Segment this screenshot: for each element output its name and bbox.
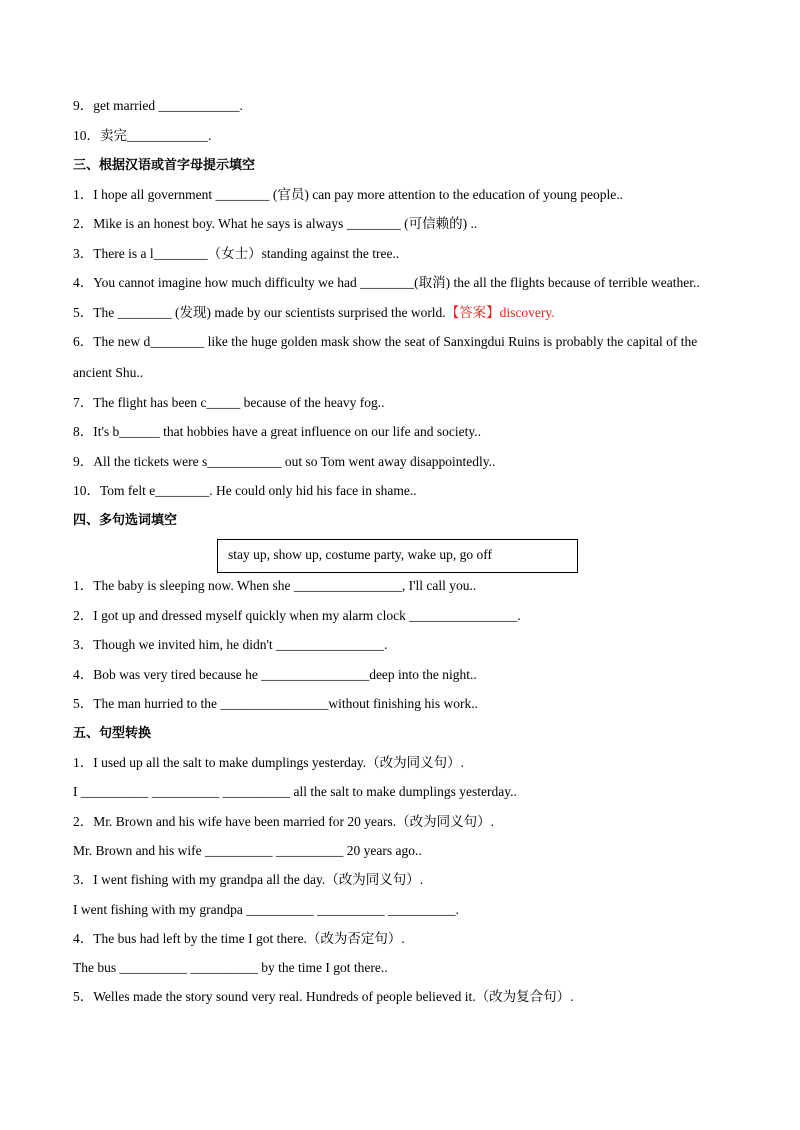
section-3-item-6: 6．The new d________ like the huge golden mask show the seat of Sanxingdui Ruins is probably the capital of the xyxy=(73,334,698,349)
section-3-item-10: 10．Tom felt e________. He could only hid his face in shame.. xyxy=(73,483,417,498)
section-5-item-4: 4．The bus had left by the time I got there.（改为否定句）. xyxy=(73,931,405,946)
section-4-item-4: 4．Bob was very tired because he ________________deep into the night.. xyxy=(73,667,477,682)
section-4-heading: 四、多句选词填空 xyxy=(73,513,178,528)
section-4-item-1: 1．The baby is sleeping now. When she ________________, I'll call you.. xyxy=(73,578,477,593)
section-3-item-2: 2．Mike is an honest boy. What he says is always ________ (可信赖的) .. xyxy=(73,216,478,231)
section-3-item-7: 7．The flight has been c_____ because of the heavy fog.. xyxy=(73,395,385,410)
section-5-item-4-answer: The bus __________ __________ by the time I got there.. xyxy=(73,960,388,975)
section-3-item-3: 3．There is a l________（女士）standing against the tree.. xyxy=(73,246,400,261)
section-3-item-9: 9．All the tickets were s___________ out so Tom went away disappointedly.. xyxy=(73,454,496,469)
section-5-item-2-answer: Mr. Brown and his wife __________ __________ 20 years ago.. xyxy=(73,843,422,858)
section-5-item-3-answer: I went fishing with my grandpa __________ __________ __________. xyxy=(73,902,459,917)
section-5-item-1: 1．I used up all the salt to make dumplings yesterday.（改为同义句）. xyxy=(73,755,464,770)
section-3-item-5-text: 5．The ________ (发现) made by our scientists surprised the world. xyxy=(73,305,446,320)
phrase-item-10: 10．卖完____________. xyxy=(73,128,212,143)
section-3-heading: 三、根据汉语或首字母提示填空 xyxy=(73,158,256,173)
section-4-item-5: 5．The man hurried to the ________________without finishing his work.. xyxy=(73,696,478,711)
phrase-item-9: 9．get married ____________. xyxy=(73,98,243,113)
section-5-item-1-answer: I __________ __________ __________ all the salt to make dumplings yesterday.. xyxy=(73,784,517,799)
word-bank-box xyxy=(217,539,578,573)
answer-text: 【答案】discovery. xyxy=(445,305,555,320)
section-4-item-3: 3．Though we invited him, he didn't ________________. xyxy=(73,637,388,652)
word-bank-text: stay up, show up, costume party, wake up, go off xyxy=(228,547,492,562)
section-4-item-2: 2．I got up and dressed myself quickly when my alarm clock ________________. xyxy=(73,608,521,623)
section-5-item-3: 3．I went fishing with my grandpa all the day.（改为同义句）. xyxy=(73,872,424,887)
section-3-item-8: 8．It's b______ that hobbies have a great influence on our life and society.. xyxy=(73,424,481,439)
section-5-heading: 五、句型转换 xyxy=(73,726,152,741)
section-5-item-5: 5．Welles made the story sound very real. Hundreds of people believed it.（改为复合句）. xyxy=(73,989,574,1004)
section-3-item-6-continued: ancient Shu.. xyxy=(73,365,144,380)
section-3-item-1: 1．I hope all government ________ (官员) can pay more attention to the education of young people.. xyxy=(73,187,623,202)
section-3-item-4: 4．You cannot imagine how much difficulty we had ________(取消) the all the flights because of terrible weather.. xyxy=(73,275,700,290)
section-3-item-5 xyxy=(73,304,555,322)
section-5-item-2: 2．Mr. Brown and his wife have been married for 20 years.（改为同义句）. xyxy=(73,814,495,829)
